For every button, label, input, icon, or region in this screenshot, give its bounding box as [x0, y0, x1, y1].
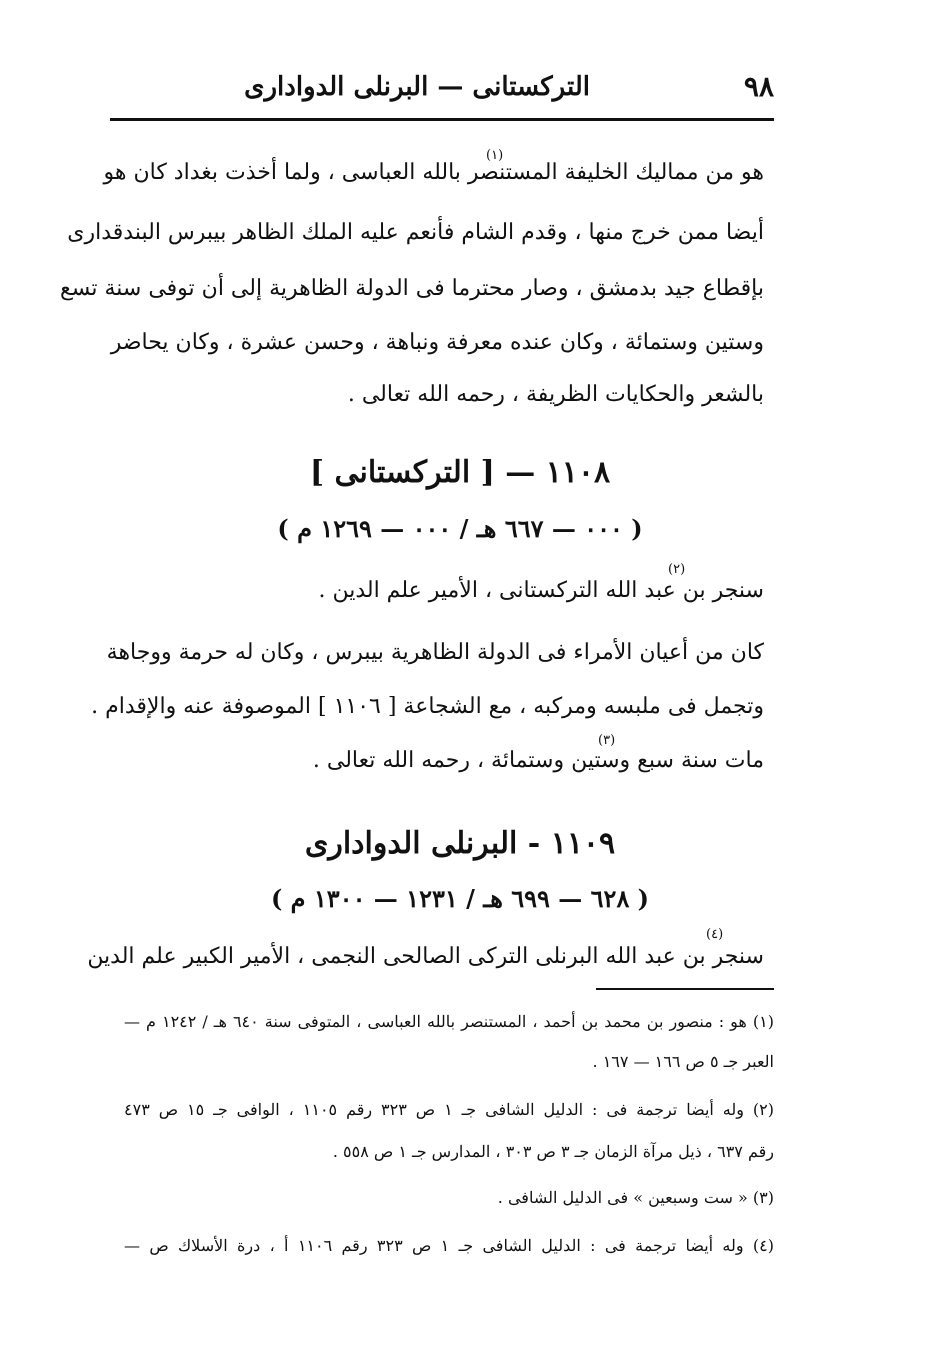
entry-1108-name: سنجر بن عبد الله التركستانى ، الأمير علم الدين . [318, 578, 764, 603]
entry-1108-line-2: وتجمل فى ملبسه ومركبه ، مع الشجاعة [ ١١٠٦ ] الموصوفة عنه والإقدام . [91, 694, 764, 719]
footnote-2-line-2: رقم ٦٣٧ ، ذيل مرآة الزمان جـ ٣ ص ٣٠٣ ، المدارس جـ ١ ص ٥٥٨ . [332, 1142, 774, 1161]
page-number: ٩٨ [743, 70, 774, 103]
entry-1109-title: ١١٠٩ - البرنلى الدوادارى [304, 826, 616, 861]
running-title: التركستانى — البرنلى الدوادارى [244, 72, 590, 102]
entry-1108-line-3: مات سنة سبع وستين وستمائة ، رحمه الله تعالى . [312, 748, 764, 773]
intro-line-5: بالشعر والحكايات الظريفة ، رحمه الله تعالى . [347, 382, 764, 407]
footnote-1-line-2: العبر جـ ٥ ص ١٦٦ — ١٦٧ . [592, 1052, 774, 1071]
footnote-3: (٣) « ست وسبعين » فى الدليل الشافى . [497, 1188, 774, 1207]
entry-1108-line-1: كان من أعيان الأمراء فى الدولة الظاهرية بيبرس ، وكان له حرمة ووجاهة [106, 640, 764, 665]
intro-line-4: وستين وستمائة ، وكان عنده معرفة ونباهة ، وحسن عشرة ، وكان يحاضر [110, 330, 764, 355]
intro-line-3: بإقطاع جيد بدمشق ، وصار محترما فى الدولة الظاهرية إلى أن توفى سنة تسع [60, 276, 764, 301]
footnote-ref-4: (٤) [706, 927, 724, 942]
footnote-4: (٤) وله أيضا ترجمة فى : الدليل الشافى جـ ١ ص ٣٢٣ رقم ١١٠٦ أ ، درة الأسلاك ص — [124, 1236, 774, 1255]
entry-1108-dates: ( ٠٠٠ — ٦٦٧ هـ / ٠٠٠ — ١٢٦٩ م ) [277, 514, 643, 543]
footnote-1-line-1: (١) هو : منصور بن محمد بن أحمد ، المستنصر بالله العباسى ، المتوفى سنة ٦٤٠ هـ / ١٢٤٢ م — [124, 1012, 774, 1031]
header-rule [110, 118, 774, 121]
entry-1109-name: سنجر بن عبد الله البرنلى التركى الصالحى النجمى ، الأمير الكبير علم الدين [87, 944, 764, 969]
footnote-ref-2: (٢) [668, 562, 686, 577]
footnote-ref-3: (٣) [598, 733, 616, 748]
footnote-2-line-1: (٢) وله أيضا ترجمة فى : الدليل الشافى جـ ١ ص ٣٢٣ رقم ١١٠٥ ، الوافى جـ ١٥ ص ٤٧٣ [124, 1100, 775, 1119]
footnote-ref-1: (١) [486, 148, 504, 163]
intro-line-1: هو من مماليك الخليفة المستنصر بالله العباسى ، ولما أخذت بغداد كان هو [103, 160, 764, 185]
entry-1108-title: ١١٠٨ — [ التركستانى ] [309, 455, 611, 490]
entry-1109-dates: ( ٦٢٨ — ٦٩٩ هـ / ١٢٣١ — ١٣٠٠ م ) [270, 884, 650, 913]
intro-line-2: أيضا ممن خرج منها ، وقدم الشام فأنعم عليه الملك الظاهر بيبرس البندقدارى [67, 220, 764, 245]
footnote-rule [596, 988, 774, 990]
